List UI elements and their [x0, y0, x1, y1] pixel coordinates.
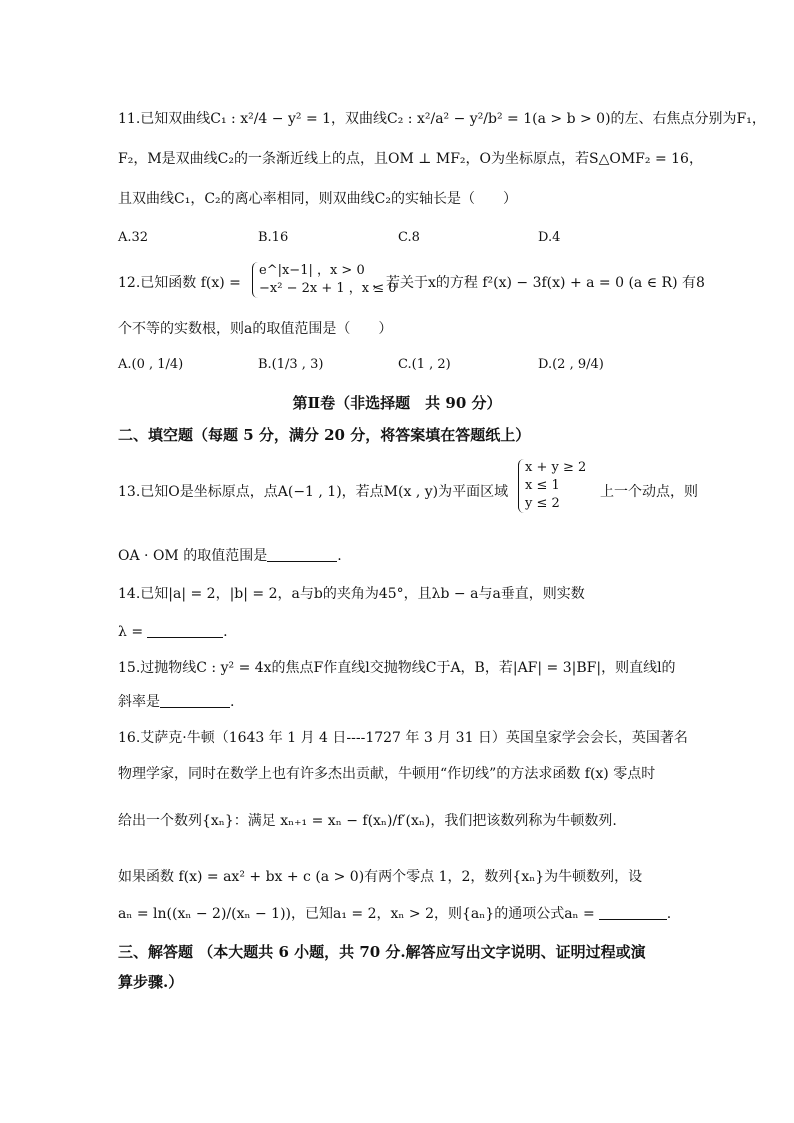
q16-line-3: 给出一个数列{xₙ}：满足 xₙ₊₁ = xₙ − f(xₙ)/f′(xₙ)，我们把该数列称为牛顿数列.	[118, 813, 617, 829]
q14-answer-blank[interactable]	[147, 623, 223, 638]
q12-suffix: ，若关于x的方程 f²(x) − 3f(x) + a = 0 (a ∈ R) 有8	[372, 275, 705, 291]
q15-text: 斜率是	[118, 694, 160, 710]
q13-line-2	[118, 545, 724, 567]
q11-option-b: B.16	[258, 230, 289, 245]
q11-option-d: D.4	[538, 230, 561, 245]
q15-answer-blank[interactable]	[160, 693, 230, 708]
q13-region-system	[518, 459, 586, 513]
section3-title-line-1: 三、解答题 （本大题共 6 小题，共 70 分.解答应写出文字说明、证明过程或演	[118, 943, 646, 961]
q11-option-c: C.8	[398, 230, 420, 245]
q12-option-c: C.(1 , 2)	[398, 357, 451, 372]
q12-prefix: 12.已知函数 f(x) =	[118, 275, 241, 291]
q15-line-2	[118, 691, 724, 713]
q14-line-2	[118, 621, 724, 643]
q11-line-3: 且双曲线C₁，C₂的离心率相同，则双曲线C₂的实轴长是（ ）	[118, 191, 517, 207]
part2-title: 第Ⅱ卷（非选择题 共 90 分）	[292, 394, 502, 412]
q12-case-2: −x² − 2x + 1 ，x ≤ 0	[259, 281, 397, 296]
q12-option-b: B.(1/3 , 3)	[258, 357, 324, 372]
q14-line-1: 14.已知|a| = 2，|b| = 2，a与b的夹角为45°，且λb − a与a垂直，则实数	[118, 586, 585, 602]
q16-line-1: 16.艾萨克·牛顿（1643 年 1 月 4 日----1727 年 3 月 31 日）英国皇家学会会长，英国著名	[118, 730, 688, 746]
q13-text: OA · OM 的取值范围是	[118, 548, 268, 564]
q13-ineq-1: x + y ≥ 2	[525, 460, 587, 475]
q13-prefix: 13.已知O是坐标原点，点A(−1 , 1)，若点M(x , y)为平面区域	[118, 484, 509, 500]
section2-title: 二、填空题（每题 5 分，满分 20 分，将答案填在答题纸上）	[118, 426, 531, 444]
q11-option-a: A.32	[118, 230, 149, 245]
q16-answer-blank[interactable]	[599, 905, 667, 920]
q14-text: λ =	[118, 624, 144, 640]
q15-period: .	[230, 694, 235, 710]
q16-text: aₙ = ln((xₙ − 2)/(xₙ − 1))，已知a₁ = 2，xₙ > 2，则{aₙ}的通项公式aₙ =	[118, 906, 595, 922]
q14-period: .	[223, 624, 228, 640]
q12-option-a: A.(0 , 1/4)	[118, 357, 184, 372]
section3-title-line-2: 算步骤.）	[118, 973, 184, 991]
q13-suffix: 上一个动点，则	[600, 484, 698, 500]
q12-line-2: 个不等的实数根，则a的取值范围是（ ）	[118, 321, 393, 337]
q13-answer-blank[interactable]	[267, 547, 337, 562]
q13-ineq-2: x ≤ 1	[525, 478, 560, 493]
q13-ineq-3: y ≤ 2	[525, 496, 560, 511]
q12-option-d: D.(2 , 9/4)	[538, 357, 604, 372]
q16-line-2: 物理学家，同时在数学上也有许多杰出贡献，牛顿用“作切线”的方法求函数 f(x) 零点时	[118, 766, 656, 782]
q11-line-1: 11.已知双曲线C₁ : x²/4 − y² = 1，双曲线C₂ : x²/a² − y²/b² = 1(a > b > 0)的左、右焦点分别为F₁，	[118, 111, 766, 127]
q12-case-1: e^|x−1| ，x > 0	[259, 263, 365, 278]
q16-line-4: 如果函数 f(x) = ax² + bx + c (a > 0)有两个零点 1，2，数列{xₙ}为牛顿数列，设	[118, 869, 643, 885]
q15-line-1: 15.过抛物线C : y² = 4x的焦点F作直线l交抛物线C于A，B，若|AF| = 3|BF|，则直线l的	[118, 660, 676, 676]
q13-period: .	[337, 548, 342, 564]
q16-line-5	[118, 903, 724, 925]
q11-line-2: F₂，M是双曲线C₂的一条渐近线上的点，且OM ⊥ MF₂，O为坐标原点，若S△OMF₂ = 16，	[118, 151, 703, 167]
q16-period: .	[666, 906, 672, 922]
